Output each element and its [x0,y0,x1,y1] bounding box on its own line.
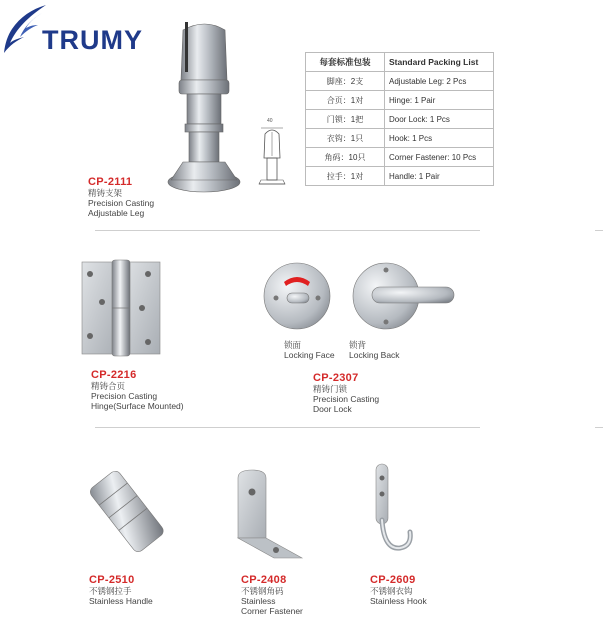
leg-caption [88,176,154,218]
product-desc-line2: Corner Fastener [241,606,303,616]
hook-caption [370,574,427,606]
product-name-cn: 不锈钢衣钩 [370,586,413,596]
table-row [306,91,494,110]
product-desc-line2: Hinge(Surface Mounted) [91,401,184,411]
locking-back-cn: 锁背 [349,340,367,350]
divider [595,427,603,428]
locking-face-cn: 锁面 [284,340,302,350]
bird-logo-icon [2,3,47,55]
product-desc-line1: Precision Casting [91,391,158,401]
divider [95,427,480,428]
table-cell-en: Door Lock: 1 Pcs [385,110,494,129]
table-row [306,72,494,91]
leg-dimension-sketch [253,118,293,193]
table-cell-cn: 衣钩：1只 [306,129,385,148]
table-cell-en: Corner Fastener: 10 Pcs [385,148,494,167]
table-cell-en: Adjustable Leg: 2 Pcs [385,72,494,91]
product-name-cn: 精铸门锁 [313,384,348,394]
locking-back-en: Locking Back [349,350,400,360]
product-desc-line1: Precision Casting [313,394,380,404]
locking-face-label [284,340,335,360]
table-cell-cn: 角码：10只 [306,148,385,167]
locking-back-image [350,260,460,332]
hinge-image [80,258,162,358]
hook-image [370,460,420,560]
product-name-cn: 精铸合页 [91,381,126,391]
table-row [306,148,494,167]
table-header-row [306,53,494,72]
product-name-cn: 精铸支架 [88,188,123,198]
product-desc-line2: Door Lock [313,404,352,414]
hinge-caption [91,369,184,411]
product-code: CP-2408 [241,574,287,586]
leg-dimension-label: 40 [267,118,273,124]
table-cell-cn: 合页：1对 [306,91,385,110]
table-cell-en: Handle: 1 Pair [385,167,494,186]
locking-face-image [262,260,332,332]
brand-name: TRUMY [42,25,143,55]
table-cell-cn: 脚座：2支 [306,72,385,91]
product-name-cn: 不锈钢拉手 [89,586,132,596]
corner-fastener-image [232,468,312,563]
brand-logo [2,3,162,58]
lock-caption [313,372,379,414]
product-code: CP-2510 [89,574,135,586]
product-desc-line1: Stainless Hook [370,596,427,606]
product-desc-line2: Adjustable Leg [88,208,145,218]
table-row [306,129,494,148]
packing-list-table [305,52,494,186]
product-code: CP-2307 [313,372,359,384]
table-cell-en: Hinge: 1 Pair [385,91,494,110]
table-cell-cn: 门锁：1把 [306,110,385,129]
divider [595,230,603,231]
table-cell-cn: 拉手：1对 [306,167,385,186]
table-header-en: Standard Packing List [385,53,494,72]
adjustable-leg-image [165,20,245,200]
table-row [306,110,494,129]
product-code: CP-2111 [88,176,133,188]
locking-face-en: Locking Face [284,350,335,360]
product-desc-line1: Stainless Handle [89,596,153,606]
corner-fastener-caption [241,574,303,616]
handle-image [88,465,168,560]
product-code: CP-2609 [370,574,416,586]
product-desc-line1: Stainless [241,596,276,606]
table-cell-en: Hook: 1 Pcs [385,129,494,148]
table-header-cn: 每套标准包装 [306,53,385,72]
divider [95,230,480,231]
product-name-cn: 不锈钢角码 [241,586,284,596]
handle-caption [89,574,153,606]
product-desc-line1: Precision Casting [88,198,155,208]
locking-back-label [349,340,400,360]
product-code: CP-2216 [91,369,137,381]
table-row [306,167,494,186]
